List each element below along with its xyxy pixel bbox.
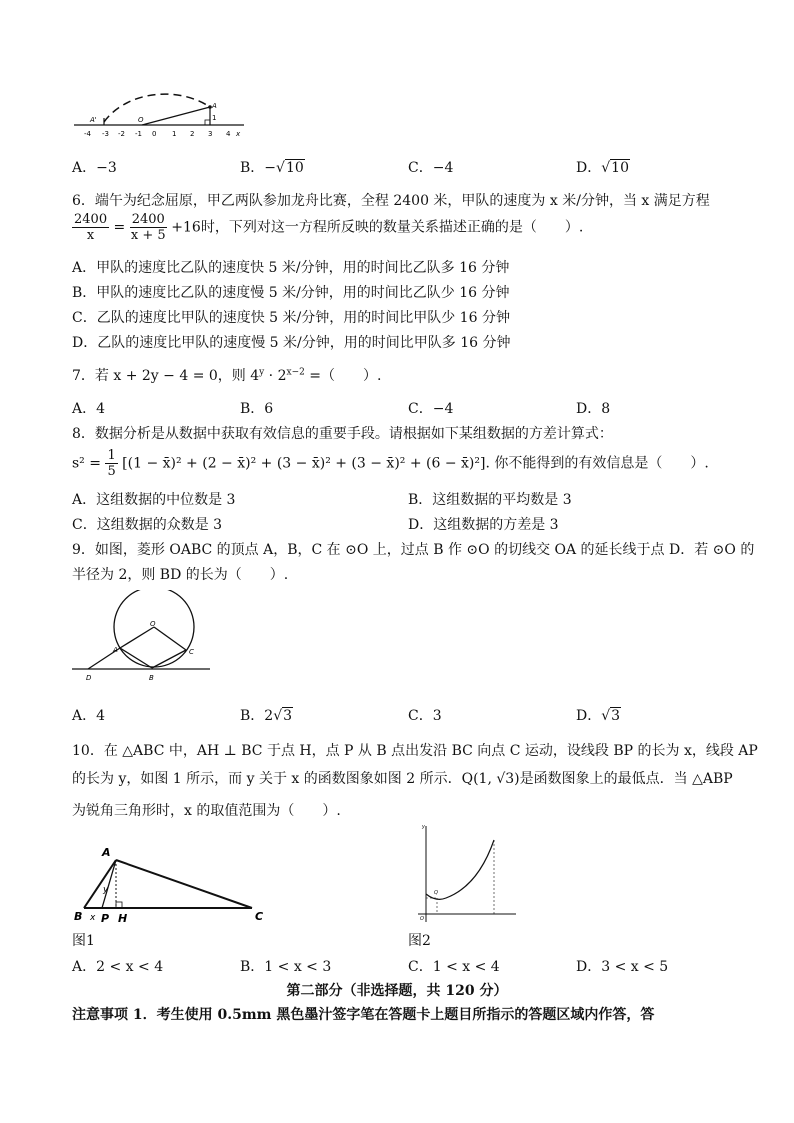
point-label-d: D bbox=[86, 674, 92, 682]
y-axis-label: y bbox=[422, 824, 425, 830]
tick-label: 1 bbox=[172, 130, 177, 138]
tick-label: 4 bbox=[226, 130, 231, 138]
option-radicand: 10 bbox=[611, 160, 629, 176]
q6-option-b[interactable]: B．甲队的速度比乙队的速度慢 5 米/分钟，用的时间比乙队少 16 分钟 bbox=[72, 285, 510, 301]
q10-option-b[interactable]: B．1 < x < 3 bbox=[240, 959, 332, 975]
q10-stem-line1: 10．在 △ABC 中，AH ⊥ BC 于点 H，点 P 从 B 点出发沿 BC 向点 C 运动，设线段 BP 的长为 x，线段 AP bbox=[72, 743, 758, 759]
part-2-note: 注意事项 1．考生使用 0.5mm 黑色墨汁签字笔在答题卡上题目所指示的答题区域内作答，答 bbox=[72, 1007, 655, 1023]
q10-figure-1-triangle bbox=[72, 840, 272, 930]
q8-option-a[interactable]: A．这组数据的中位数是 3 bbox=[72, 492, 236, 508]
point-label-c: C bbox=[189, 648, 194, 656]
tick-label: 0 bbox=[152, 130, 157, 138]
tick-label: -3 bbox=[102, 130, 109, 138]
point-label-a-prime: A' bbox=[90, 116, 97, 124]
point-label-o: O bbox=[150, 620, 156, 628]
q5-option-d[interactable]: D．√10 bbox=[576, 160, 629, 176]
figure-2-caption: 图2 bbox=[408, 933, 431, 949]
q5-option-b[interactable]: B．−√10 bbox=[240, 160, 304, 176]
q10-stem-line3: 为锐角三角形时，x 的取值范围为（ ）. bbox=[72, 803, 341, 819]
q10-figure-2-graph bbox=[408, 822, 518, 924]
tick-label: -1 bbox=[135, 130, 142, 138]
height-label: 1 bbox=[212, 114, 217, 122]
tick-label: 2 bbox=[190, 130, 195, 138]
point-label-q: Q bbox=[434, 890, 438, 896]
q9-option-a[interactable]: A．4 bbox=[72, 708, 106, 724]
q5-option-a[interactable] bbox=[72, 157, 117, 177]
point-label-o: O bbox=[138, 116, 144, 124]
fraction-1: $\frac{2400}{x}$ bbox=[74, 212, 108, 243]
q8-option-b[interactable]: B．这组数据的平均数是 3 bbox=[408, 492, 572, 508]
q5-option-c[interactable] bbox=[408, 157, 453, 177]
q6-stem-line1: 6．端午为纪念屈原，甲乙两队参加龙舟比赛，全程 2400 米，甲队的速度为 x 米/分钟，当 x 满足方程 bbox=[72, 193, 710, 209]
q9-option-d[interactable]: D．√3 bbox=[576, 708, 621, 724]
figure-1-caption: 图1 bbox=[72, 933, 95, 949]
option-value: −3 bbox=[96, 160, 117, 176]
point-label-b: B bbox=[74, 910, 83, 923]
q10-option-d[interactable]: D．3 < x < 5 bbox=[576, 959, 669, 975]
option-value: − bbox=[264, 160, 277, 176]
tick-label: -4 bbox=[84, 130, 91, 138]
point-label-a: A bbox=[212, 102, 217, 110]
q5-number-line-figure bbox=[72, 62, 252, 140]
point-label-p: P bbox=[101, 912, 110, 925]
axis-label: x bbox=[236, 130, 241, 138]
q7-option-c[interactable]: C．−4 bbox=[408, 401, 454, 417]
q8-option-d[interactable]: D．这组数据的方差是 3 bbox=[408, 517, 559, 533]
origin-label: O bbox=[420, 916, 424, 922]
option-letter: B． bbox=[240, 160, 265, 176]
point-label-a: A bbox=[102, 846, 111, 859]
q9-stem-line2: 半径为 2，则 BD 的长为（ ）. bbox=[72, 567, 289, 583]
point-label-c: C bbox=[255, 910, 264, 923]
segment-label-y: y bbox=[103, 885, 109, 895]
q8-stem: 8．数据分析是从数据中获取有效信息的重要手段。请根据如下某组数据的方差计算式： bbox=[72, 426, 613, 442]
point-label-h: H bbox=[118, 912, 128, 925]
q7-option-a[interactable]: A．4 bbox=[72, 401, 106, 417]
q10-option-c[interactable]: C．1 < x < 4 bbox=[408, 959, 500, 975]
q9-stem-line1: 9．如图，菱形 OABC 的顶点 A，B，C 在 ⊙O 上，过点 B 作 ⊙O 的切线交 OA 的延长线于点 D．若 ⊙O 的 bbox=[72, 542, 755, 558]
segment-label-x: x bbox=[90, 913, 96, 923]
q7-stem: 7．若 x + 2y − 4 = 0，则 $4^y \cdot 2^{x-2}$ =（ ）. bbox=[72, 367, 382, 384]
option-letter: A． bbox=[72, 160, 97, 176]
q6-equation-line: $\frac{2400}{x}$ = $\frac{2400}{x + 5}$ +16时，下列对这一方程所反映的数量关系描述正确的是（ ）. bbox=[74, 212, 584, 243]
q9-option-b[interactable]: B．2√3 bbox=[240, 708, 293, 724]
q10-option-a[interactable]: A．2 < x < 4 bbox=[72, 959, 164, 975]
q6-option-c[interactable]: C．乙队的速度比甲队的速度快 5 米/分钟，用的时间比甲队少 16 分钟 bbox=[72, 310, 510, 326]
point-label-b: B bbox=[149, 674, 154, 682]
q9-option-c[interactable]: C．3 bbox=[408, 708, 442, 724]
option-letter: D． bbox=[576, 160, 602, 176]
tick-label: -2 bbox=[118, 130, 125, 138]
q6-option-d[interactable]: D．乙队的速度比甲队的速度慢 5 米/分钟，用的时间比甲队多 16 分钟 bbox=[72, 335, 511, 351]
q8-formula: s² = $\frac{1}{5}$ [(1 − x̄)² + (2 − x̄)² + (3 − x̄)² + (3 − x̄)² + (6 − x̄)²]. 你不能得到的有效信息是（ ）. bbox=[72, 448, 709, 479]
tick-label: 3 bbox=[208, 130, 213, 138]
fraction-2: $\frac{2400}{x + 5}$ bbox=[130, 212, 166, 243]
point-label-a: A bbox=[113, 646, 118, 654]
q6-option-a[interactable]: A．甲队的速度比乙队的速度快 5 米/分钟，用的时间比乙队多 16 分钟 bbox=[72, 260, 510, 276]
option-letter: C． bbox=[408, 160, 433, 176]
option-value: −4 bbox=[432, 160, 454, 176]
q9-rhombus-circle-figure bbox=[72, 590, 212, 686]
q10-stem-line2: 的长为 y，如图 1 所示，而 y 关于 x 的函数图象如图 2 所示．Q(1, √3)是函数图象上的最低点．当 △ABP bbox=[72, 771, 733, 787]
q7-option-b[interactable]: B．6 bbox=[240, 401, 274, 417]
q8-option-c[interactable]: C．这组数据的众数是 3 bbox=[72, 517, 223, 533]
part-2-title: 第二部分（非选择题，共 120 分） bbox=[286, 983, 508, 999]
q7-option-d[interactable]: D．8 bbox=[576, 401, 611, 417]
option-radicand: 10 bbox=[285, 160, 304, 176]
